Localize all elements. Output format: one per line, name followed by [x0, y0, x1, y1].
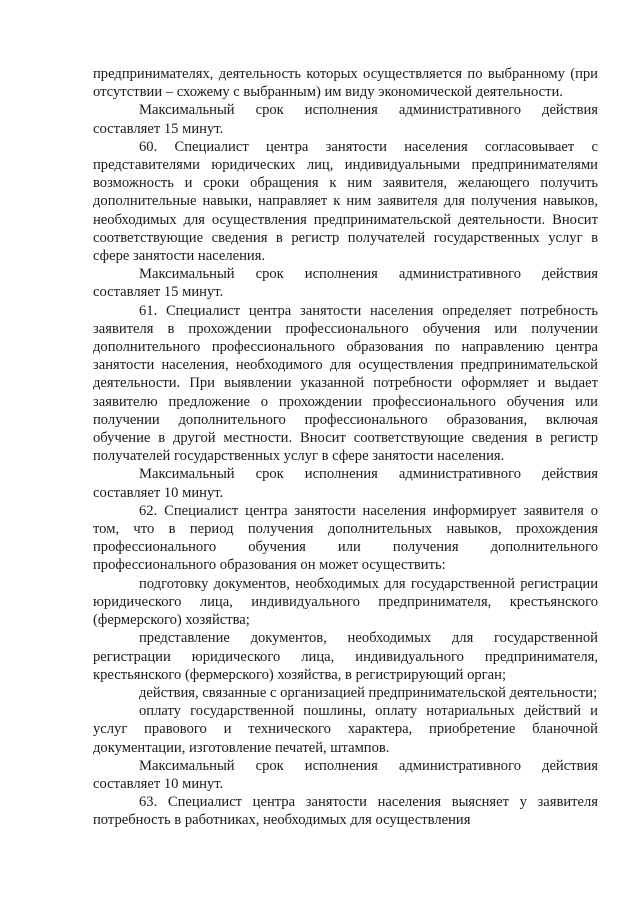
paragraph-max-time: Максимальный срок исполнения административного действия составляет 10 минут. [93, 466, 598, 501]
list-item: действия, связанные с организацией предпринимательской деятельности; [139, 684, 598, 701]
paragraph-max-time: Максимальный срок исполнения административного действия составляет 15 минут. [93, 266, 598, 301]
paragraph-61: 61. Специалист центра занятости населения определяет потребность заявителя в прохождении профессионального обучения или получении дополнительного профессионального образования по направлению центра занятости населения, необходимого для осуществления предпринимательской деятельности. При выявлении указанной потребности оформляет и выдает заявителю предложение о прохождении профессионального обучения или получении дополнительного профессионального образования, включая обучение в другой местности. Вносит соответствующие сведения в регистр получателей государственных услуг в сфере занятости населения. [93, 302, 598, 465]
paragraph-max-time: Максимальный срок исполнения административного действия составляет 10 минут. [93, 757, 598, 792]
list-item: оплату государственной пошлины, оплату нотариальных действий и услуг правового и технического характера, приобретение бланочной документации, изготовление печатей, штампов. [93, 703, 598, 756]
paragraph-62: 62. Специалист центра занятости населения информирует заявителя о том, что в период получения дополнительных навыков, прохождения профессионального обучения или получения дополнительного профессионального образования он может осуществить: [93, 502, 598, 574]
list-item: представление документов, необходимых для государственной регистрации юридического лица, индивидуального предпринимателя, крестьянского (фермерского) хозяйства, в регистрирующий орган; [93, 630, 598, 683]
paragraph-63: 63. Специалист центра занятости населения выясняет у заявителя потребность в работниках, необходимых для осуществления [93, 794, 598, 829]
list-item: подготовку документов, необходимых для государственной регистрации юридического лица, индивидуального предпринимателя, крестьянского (фермерского) хозяйства; [93, 575, 598, 629]
paragraph-60: 60. Специалист центра занятости населения согласовывает с представителями юридических лиц, индивидуальными предпринимателями возможность и сроки обращения к ним заявителя, желающего получить дополнительные навыки, направляет к ним заявителя для получения навыков, необходимых для осуществления предпринимательской деятельности. Вносит соответствующие сведения в регистр получателей государственных услуг в сфере занятости населения. [93, 138, 598, 265]
document-page [93, 65, 598, 830]
paragraph-max-time: Максимальный срок исполнения административного действия составляет 15 минут. [93, 102, 598, 137]
paragraph-continuation: предпринимателях, деятельность которых осуществляется по выбранному (при отсутствии – схожему с выбранным) им виду экономической деятельности. [93, 66, 598, 101]
